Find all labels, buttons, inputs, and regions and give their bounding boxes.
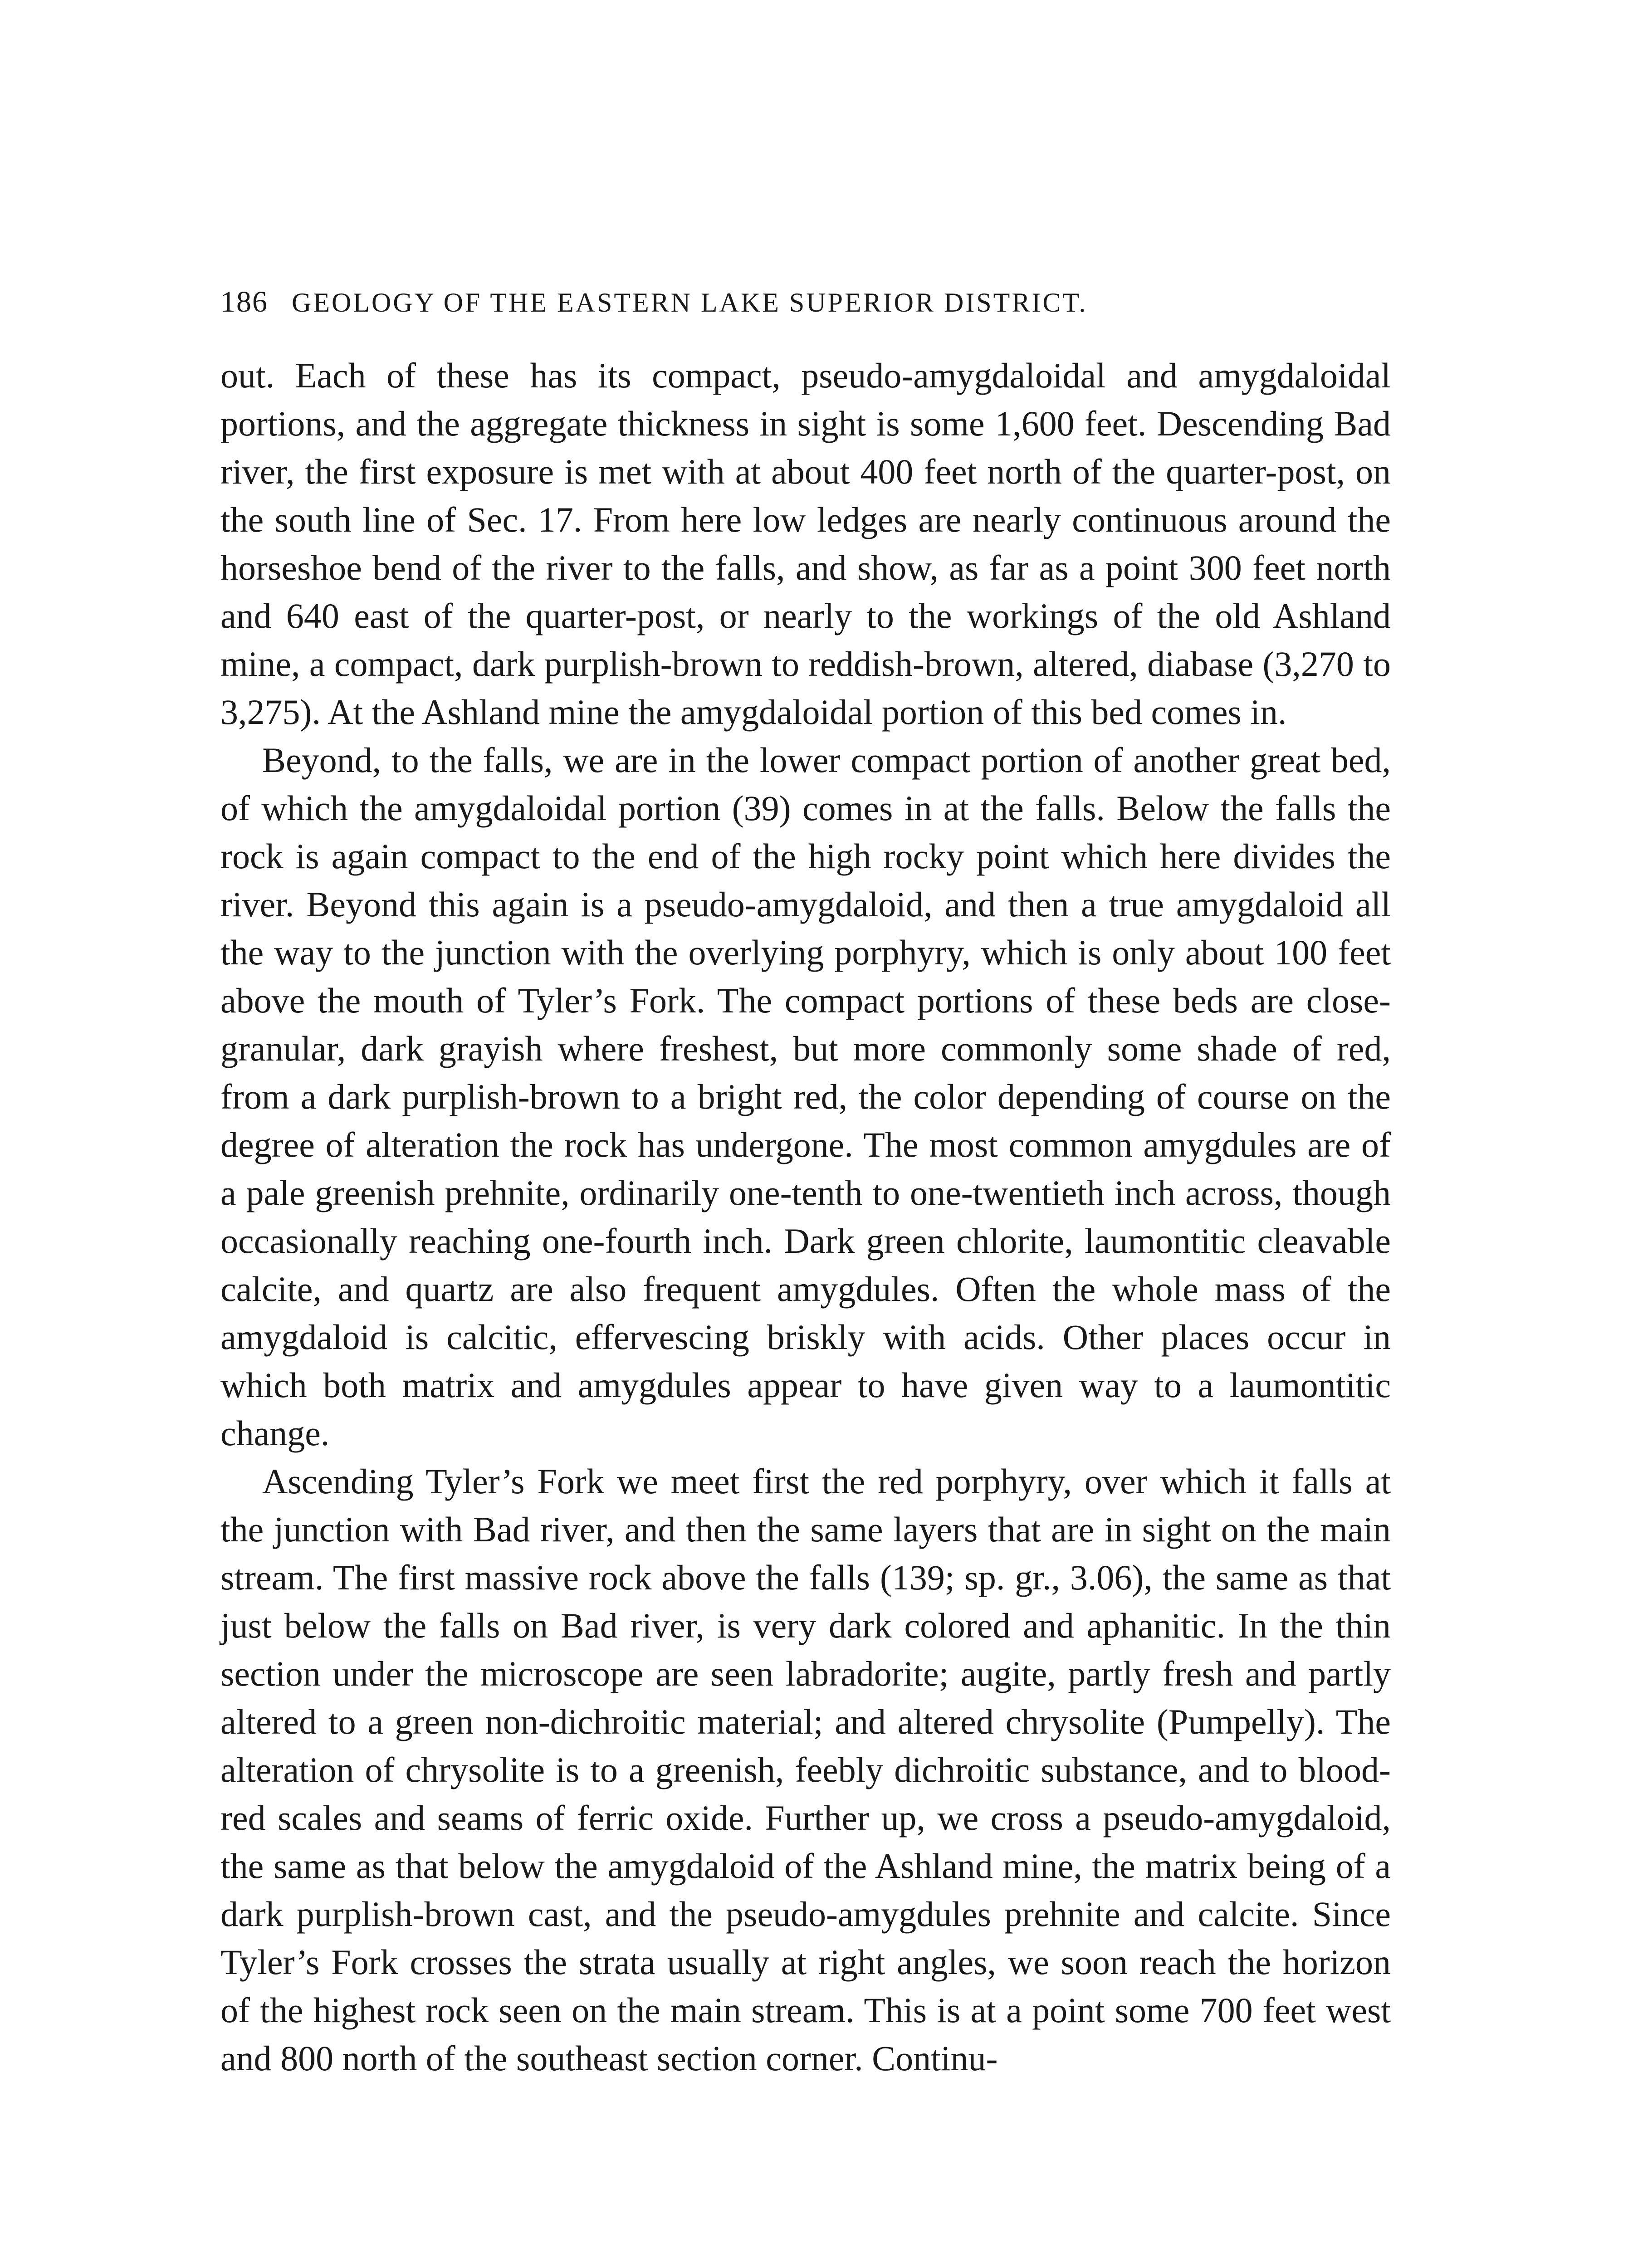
paragraph-tylers-fork: Ascending Tyler’s Fork we meet first the red porphyry, over which it falls at the junction with Bad river, and then the same layers that are in sight on the main stream. The first massive rock above the falls (139; sp. gr., 3.06), the same as that just below the falls on Bad river, is very dark colored and aphanitic. In the thin section under the microscope are seen labradorite; augite, partly fresh and partly altered to a green non-dichroitic material; and altered chrysolite (Pumpelly). The alteration of chrysolite is to a greenish, feebly dichroitic substance, and to blood-red scales and seams of ferric oxide. Further up, we cross a pseudo-amygdaloid, the same as that below the amygdaloid of the Ashland mine, the matrix being of a dark purplish-brown cast, and the pseudo-amygdules prehnite and calcite. Since Tyler’s Fork crosses the strata usually at right angles, we soon reach the horizon of the highest rock seen on the main stream. This is at a point some 700 feet west and 800 north of the southeast section corner. Continu-: [220, 1461, 1391, 2078]
body-text: [220, 352, 1391, 2082]
page-number: 186: [220, 285, 268, 318]
paragraph-continued: out. Each of these has its compact, pseudo-amygdaloidal and amygdaloidal portions, and the aggregate thickness in sight is some 1,600 feet. Descending Bad river, the first exposure is met with at about 400 feet north of the quarter-post, on the south line of Sec. 17. From here low ledges are nearly continuous around the horseshoe bend of the river to the falls, and show, as far as a point 300 feet north and 640 east of the quarter-post, or nearly to the workings of the old Ashland mine, a compact, dark purplish-brown to reddish-brown, altered, diabase (3,270 to 3,275). At the Ashland mine the amygdaloidal portion of this bed comes in.: [220, 356, 1391, 732]
paragraph-bad-river-falls: Beyond, to the falls, we are in the lower compact portion of another great bed, of which the amygdaloidal portion (39) comes in at the falls. Below the falls the rock is again compact to the end of the high rocky point which here divides the river. Beyond this again is a pseudo-amygdaloid, and then a true amygdaloid all the way to the junction with the overlying porphyry, which is only about 100 feet above the mouth of Tyler’s Fork. The compact portions of these beds are close-granular, dark grayish where freshest, but more commonly some shade of red, from a dark purplish-brown to a bright red, the color depending of course on the degree of alteration the rock has undergone. The most common amygdules are of a pale greenish prehnite, ordinarily one-tenth to one-twentieth inch across, though occasionally reaching one-fourth inch. Dark green chlorite, laumontitic cleavable calcite, and quartz are also frequent amygdules. Often the whole mass of the amygdaloid is calcitic, effervescing briskly with acids. Other places occur in which both matrix and amygdules appear to have given way to a laumontitic change.: [220, 740, 1391, 1453]
running-head: [220, 285, 1395, 326]
running-title: GEOLOGY OF THE EASTERN LAKE SUPERIOR DISTRICT.: [292, 288, 1088, 318]
